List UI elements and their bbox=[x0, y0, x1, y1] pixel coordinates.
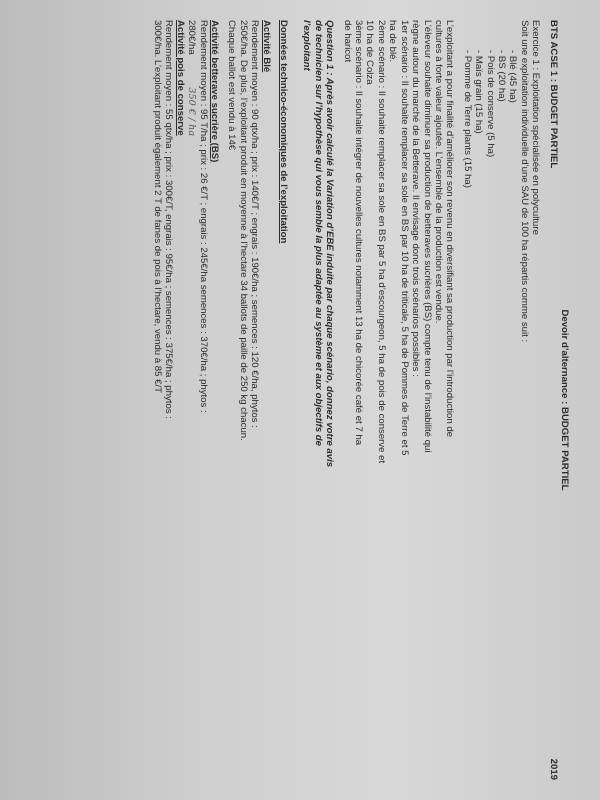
year-label: 2019 bbox=[547, 758, 559, 780]
pois-line: 300€/ha. L’exploitant produit également 2 T de fanes de pois à l’hectare, vendu à 85 €/T bbox=[152, 20, 163, 393]
handwritten-note: 350 € / ha bbox=[186, 87, 198, 137]
scenario-1-cont: ha de blé. bbox=[387, 20, 399, 63]
pois-title: Activité pois de conserve bbox=[174, 20, 186, 136]
data-heading: Données technico-économiques de l’exploitation bbox=[278, 20, 290, 244]
question-line: de technicien sur l’hypothèse qui vous semble la plus adaptée au système et aux objectifs de bbox=[312, 20, 324, 446]
paragraph-line: cultures à forte valeur ajoutée. L’ensemble de la production est vendue. bbox=[432, 20, 444, 324]
paragraph-line: L’éleveur souhaite diminuer sa production de betteraves sucrières (BS) compte tenu de l’instabilité qui bbox=[421, 20, 433, 453]
ble-title: Activité Blé bbox=[260, 20, 272, 73]
scenario-1: 1er scénario : Il souhaite remplacer sa sole en BS par 10 ha de triticale, 5 ha de Pommes de Terre et 5 bbox=[398, 20, 410, 456]
crop-item: - Maïs grain (15 ha) bbox=[473, 50, 484, 780]
course-label: BTS ACSE 1 : BUDGET PARTIEL bbox=[547, 20, 559, 169]
pois-line: Rendement moyen : 55 qtx/ha ; prix : 300€/T, engrais : 95€/ha ; semences : 375€/ha ; phytos : bbox=[163, 20, 175, 419]
crop-item: - Pois de conserve (5 ha) bbox=[484, 50, 495, 780]
paragraph-line: règne autour du marché de la Betterave. Il envisage donc trois scénarios possibles : bbox=[410, 20, 422, 377]
ble-line: Chaque ballot est vendu à 14€ bbox=[226, 20, 238, 151]
header-row bbox=[547, 20, 558, 780]
scenario-3: 3ème scénario : Il souhaite intégrer de nouvelles cultures notamment 13 ha de chicorée café et 7 ha bbox=[353, 20, 365, 446]
ble-line: 250€/ha. De plus, l’exploitant produit en moyenne à l’hectare 34 ballots de paille de 250 kg chacun. bbox=[237, 20, 249, 441]
bs-line bbox=[186, 20, 197, 780]
crop-item: - Blé (45 ha) bbox=[507, 50, 518, 780]
crop-item: - BS (20 ha) bbox=[496, 50, 507, 780]
paragraph-line: L’exploitant a pour finalité d’améliorer son revenu en diversifiant sa production par l’introduction de bbox=[444, 20, 456, 438]
ble-line: Rendement moyen : 90 qtx/ha ; prix : 140€/T ; engrais : 190€/ha ; semences : 120 €/ha, phytos : bbox=[249, 20, 261, 428]
bs-line-end: 280€/ha bbox=[186, 20, 198, 55]
question-line: l’exploitant bbox=[301, 20, 313, 71]
exercise-heading: Exercice 1 : Exploitation spécialisée en polyculture bbox=[530, 20, 542, 235]
exercise-intro: Soit une exploitation individuelle d’une SAU de 100 ha répartis comme suit : bbox=[518, 20, 530, 343]
crop-list bbox=[461, 20, 518, 780]
scenario-2-cont: 10 ha de Colza bbox=[364, 20, 376, 85]
scenario-2: 2ème scénario : Il souhaite remplacer sa sole en BS par 5 ha d’escourgeon, 5 ha de pois de conserve et bbox=[375, 20, 387, 464]
document-title: Devoir d’alternance : BUDGET PARTIEL bbox=[559, 309, 570, 491]
bs-title: Activité betterave sucrière (BS) bbox=[209, 20, 221, 163]
scenario-3-cont: de haricot bbox=[341, 20, 353, 63]
document-rotated bbox=[30, 20, 570, 780]
question-line: Question 1 : Après avoir calculé la Variation d’EBE induite par chaque scénario, donnez votre avis bbox=[324, 20, 336, 468]
crop-item: - Pomme de Terre plants (15 ha) bbox=[461, 50, 472, 780]
bs-line: Rendement moyen : 95 T/ha ; prix : 26 €/T ; engrais : 245€/ha semences : 370€/ha ; phytos : bbox=[197, 20, 209, 413]
